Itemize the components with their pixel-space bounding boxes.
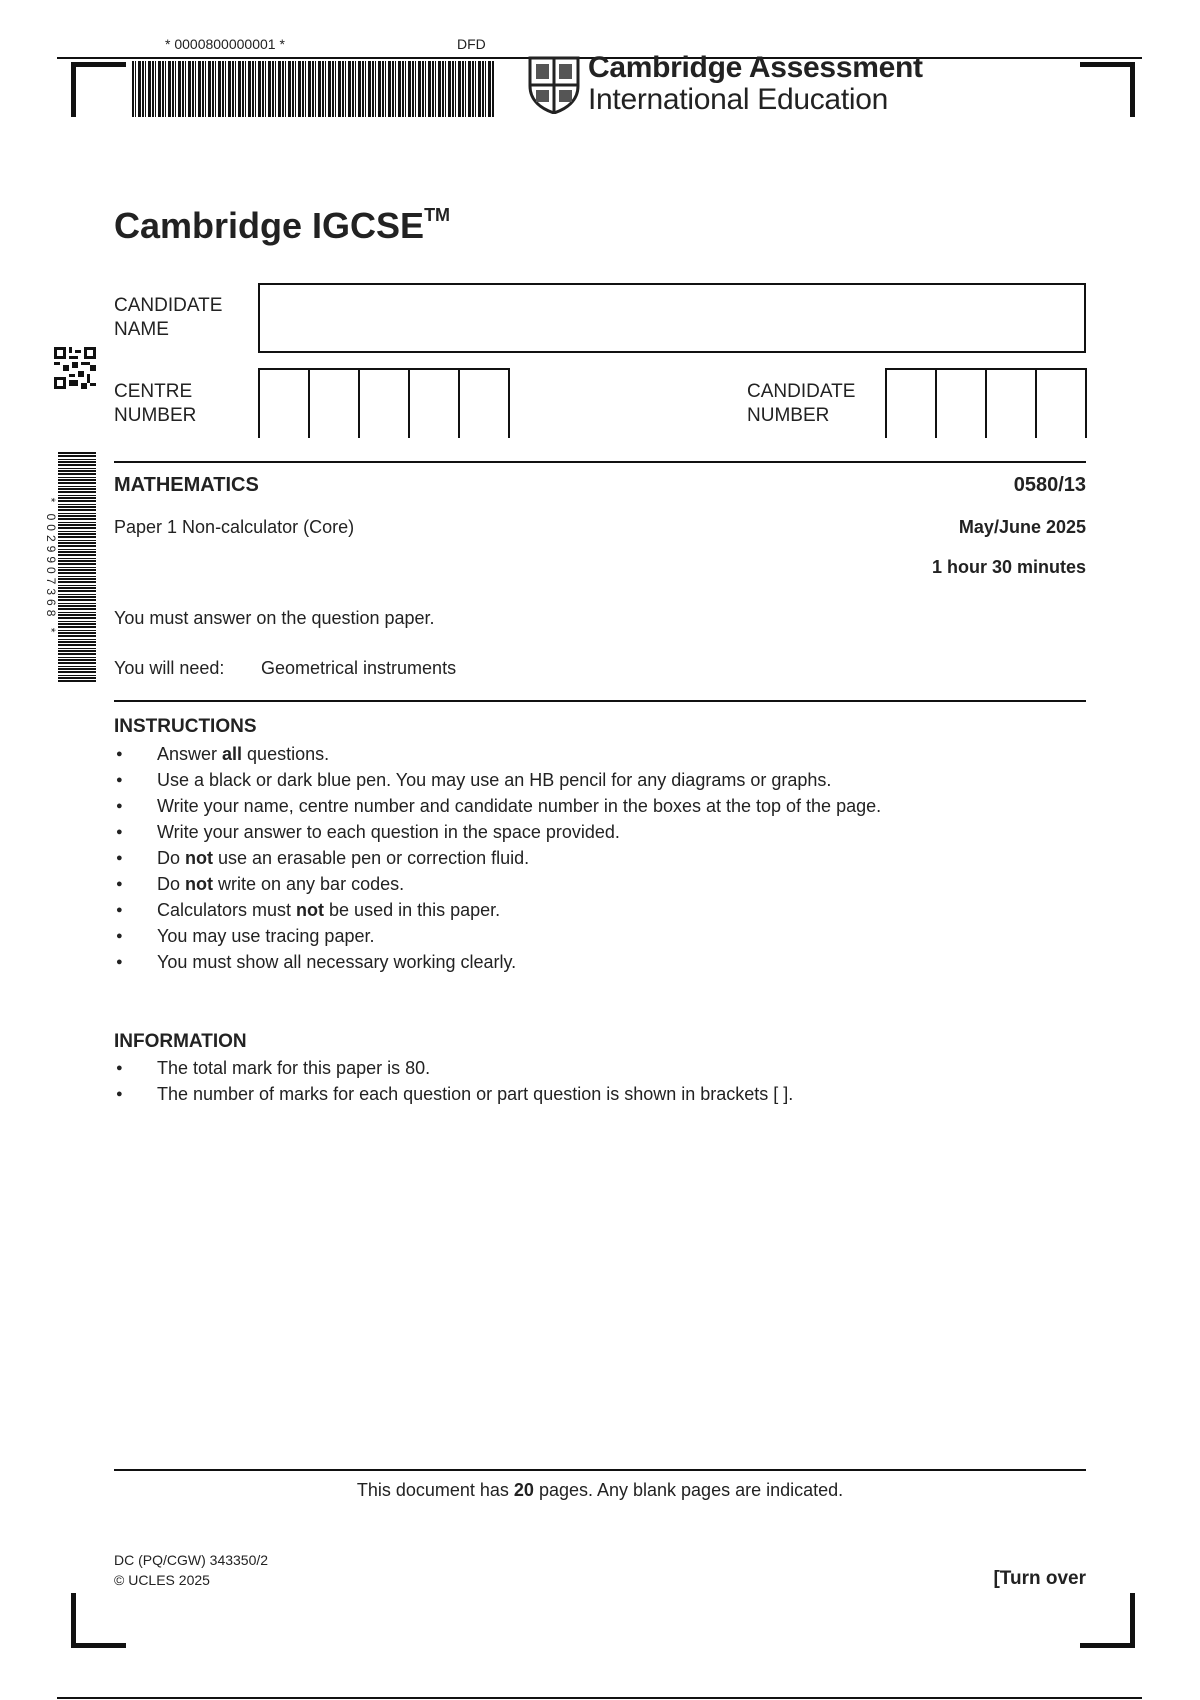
header-barcode — [132, 61, 494, 117]
candidate-name-field[interactable] — [258, 283, 1086, 353]
subject: MATHEMATICS — [114, 474, 259, 496]
qualification-title — [114, 205, 450, 247]
document-code: DC (PQ/CGW) 343350/2 — [114, 1552, 269, 1568]
candidate-number-digit[interactable] — [935, 370, 985, 438]
paper-code: 0580/13 — [1013, 474, 1086, 496]
duration: 1 hour 30 minutes — [931, 557, 1086, 577]
side-barcode — [58, 452, 96, 682]
instruction-item: ● Do not write on any bar codes. — [114, 871, 1094, 897]
instruction-item: ● Write your answer to each question in the space provided. — [114, 819, 1094, 845]
divider-rule — [114, 461, 1086, 463]
need-value: Geometrical instruments — [261, 658, 457, 678]
instruction-item: ● You must show all necessary working clearly. — [114, 949, 1094, 975]
side-barcode-text: * 0029907368 * — [44, 497, 58, 637]
candidate-number-label: CANDIDATE NUMBER — [747, 381, 856, 426]
instruction-item: ● You may use tracing paper. — [114, 923, 1094, 949]
centre-number-digit[interactable] — [458, 370, 508, 438]
centre-number-label: CENTRE NUMBER — [114, 381, 197, 426]
turn-over: [Turn over — [993, 1568, 1086, 1589]
barcode-number: * 0000800000001 * — [165, 36, 285, 52]
instruction-item: ● Do not use an erasable pen or correction fluid. — [114, 845, 1094, 871]
centre-number-boxes[interactable] — [258, 368, 510, 438]
information-heading: INFORMATION — [114, 1031, 247, 1052]
divider-rule-2 — [114, 700, 1086, 702]
instructions-heading: INSTRUCTIONS — [114, 716, 257, 737]
bottom-page-rule — [57, 1697, 1142, 1699]
candidate-number-digit[interactable] — [885, 370, 935, 438]
instruction-item: ● Write your name, centre number and candidate number in the boxes at the top of the page. — [114, 793, 1094, 819]
instructions-list — [114, 741, 1094, 975]
instruction-item: ● Calculators must not be used in this paper. — [114, 897, 1094, 923]
candidate-number-digit[interactable] — [985, 370, 1035, 438]
header-code: DFD — [457, 36, 486, 52]
paper-title: Paper 1 Non-calculator (Core) — [114, 517, 355, 537]
qualification-name: Cambridge IGCSE — [114, 205, 425, 246]
information-item: ● The total mark for this paper is 80. — [114, 1055, 1094, 1081]
qr-code — [54, 347, 96, 389]
instruction-item: ● Answer all questions. — [114, 741, 1094, 767]
session: May/June 2025 — [958, 517, 1086, 537]
candidate-name-label: CANDIDATE NAME — [114, 295, 223, 340]
centre-number-digit[interactable] — [308, 370, 358, 438]
information-list — [114, 1055, 1094, 1107]
copyright: © UCLES 2025 — [114, 1572, 210, 1588]
corner-mark-bottom-left — [71, 1593, 126, 1648]
candidate-number-digit[interactable] — [1035, 370, 1085, 438]
corner-mark-bottom-right — [1080, 1593, 1135, 1648]
footer-rule — [114, 1469, 1086, 1471]
trademark: TM — [424, 205, 451, 225]
information-item: ● The number of marks for each question or part question is shown in brackets [ ]. — [114, 1081, 1094, 1107]
corner-mark-top-right — [1080, 62, 1135, 117]
corner-mark-top-left — [71, 62, 126, 117]
cambridge-shield-logo — [528, 56, 580, 114]
centre-number-digit[interactable] — [258, 370, 308, 438]
instruction-item: ● Use a black or dark blue pen. You may use an HB pencil for any diagrams or graphs. — [114, 767, 1094, 793]
logo-line-2: International Education — [588, 83, 888, 116]
page-count-note: This document has 20 pages. Any blank pages are indicated. — [356, 1480, 844, 1500]
answer-note: You must answer on the question paper. — [114, 608, 435, 628]
need-label: You will need: — [114, 658, 225, 678]
logo-line-1: Cambridge Assessment — [588, 51, 923, 84]
centre-number-digit[interactable] — [358, 370, 408, 438]
centre-number-digit[interactable] — [408, 370, 458, 438]
candidate-number-boxes[interactable] — [885, 368, 1087, 438]
